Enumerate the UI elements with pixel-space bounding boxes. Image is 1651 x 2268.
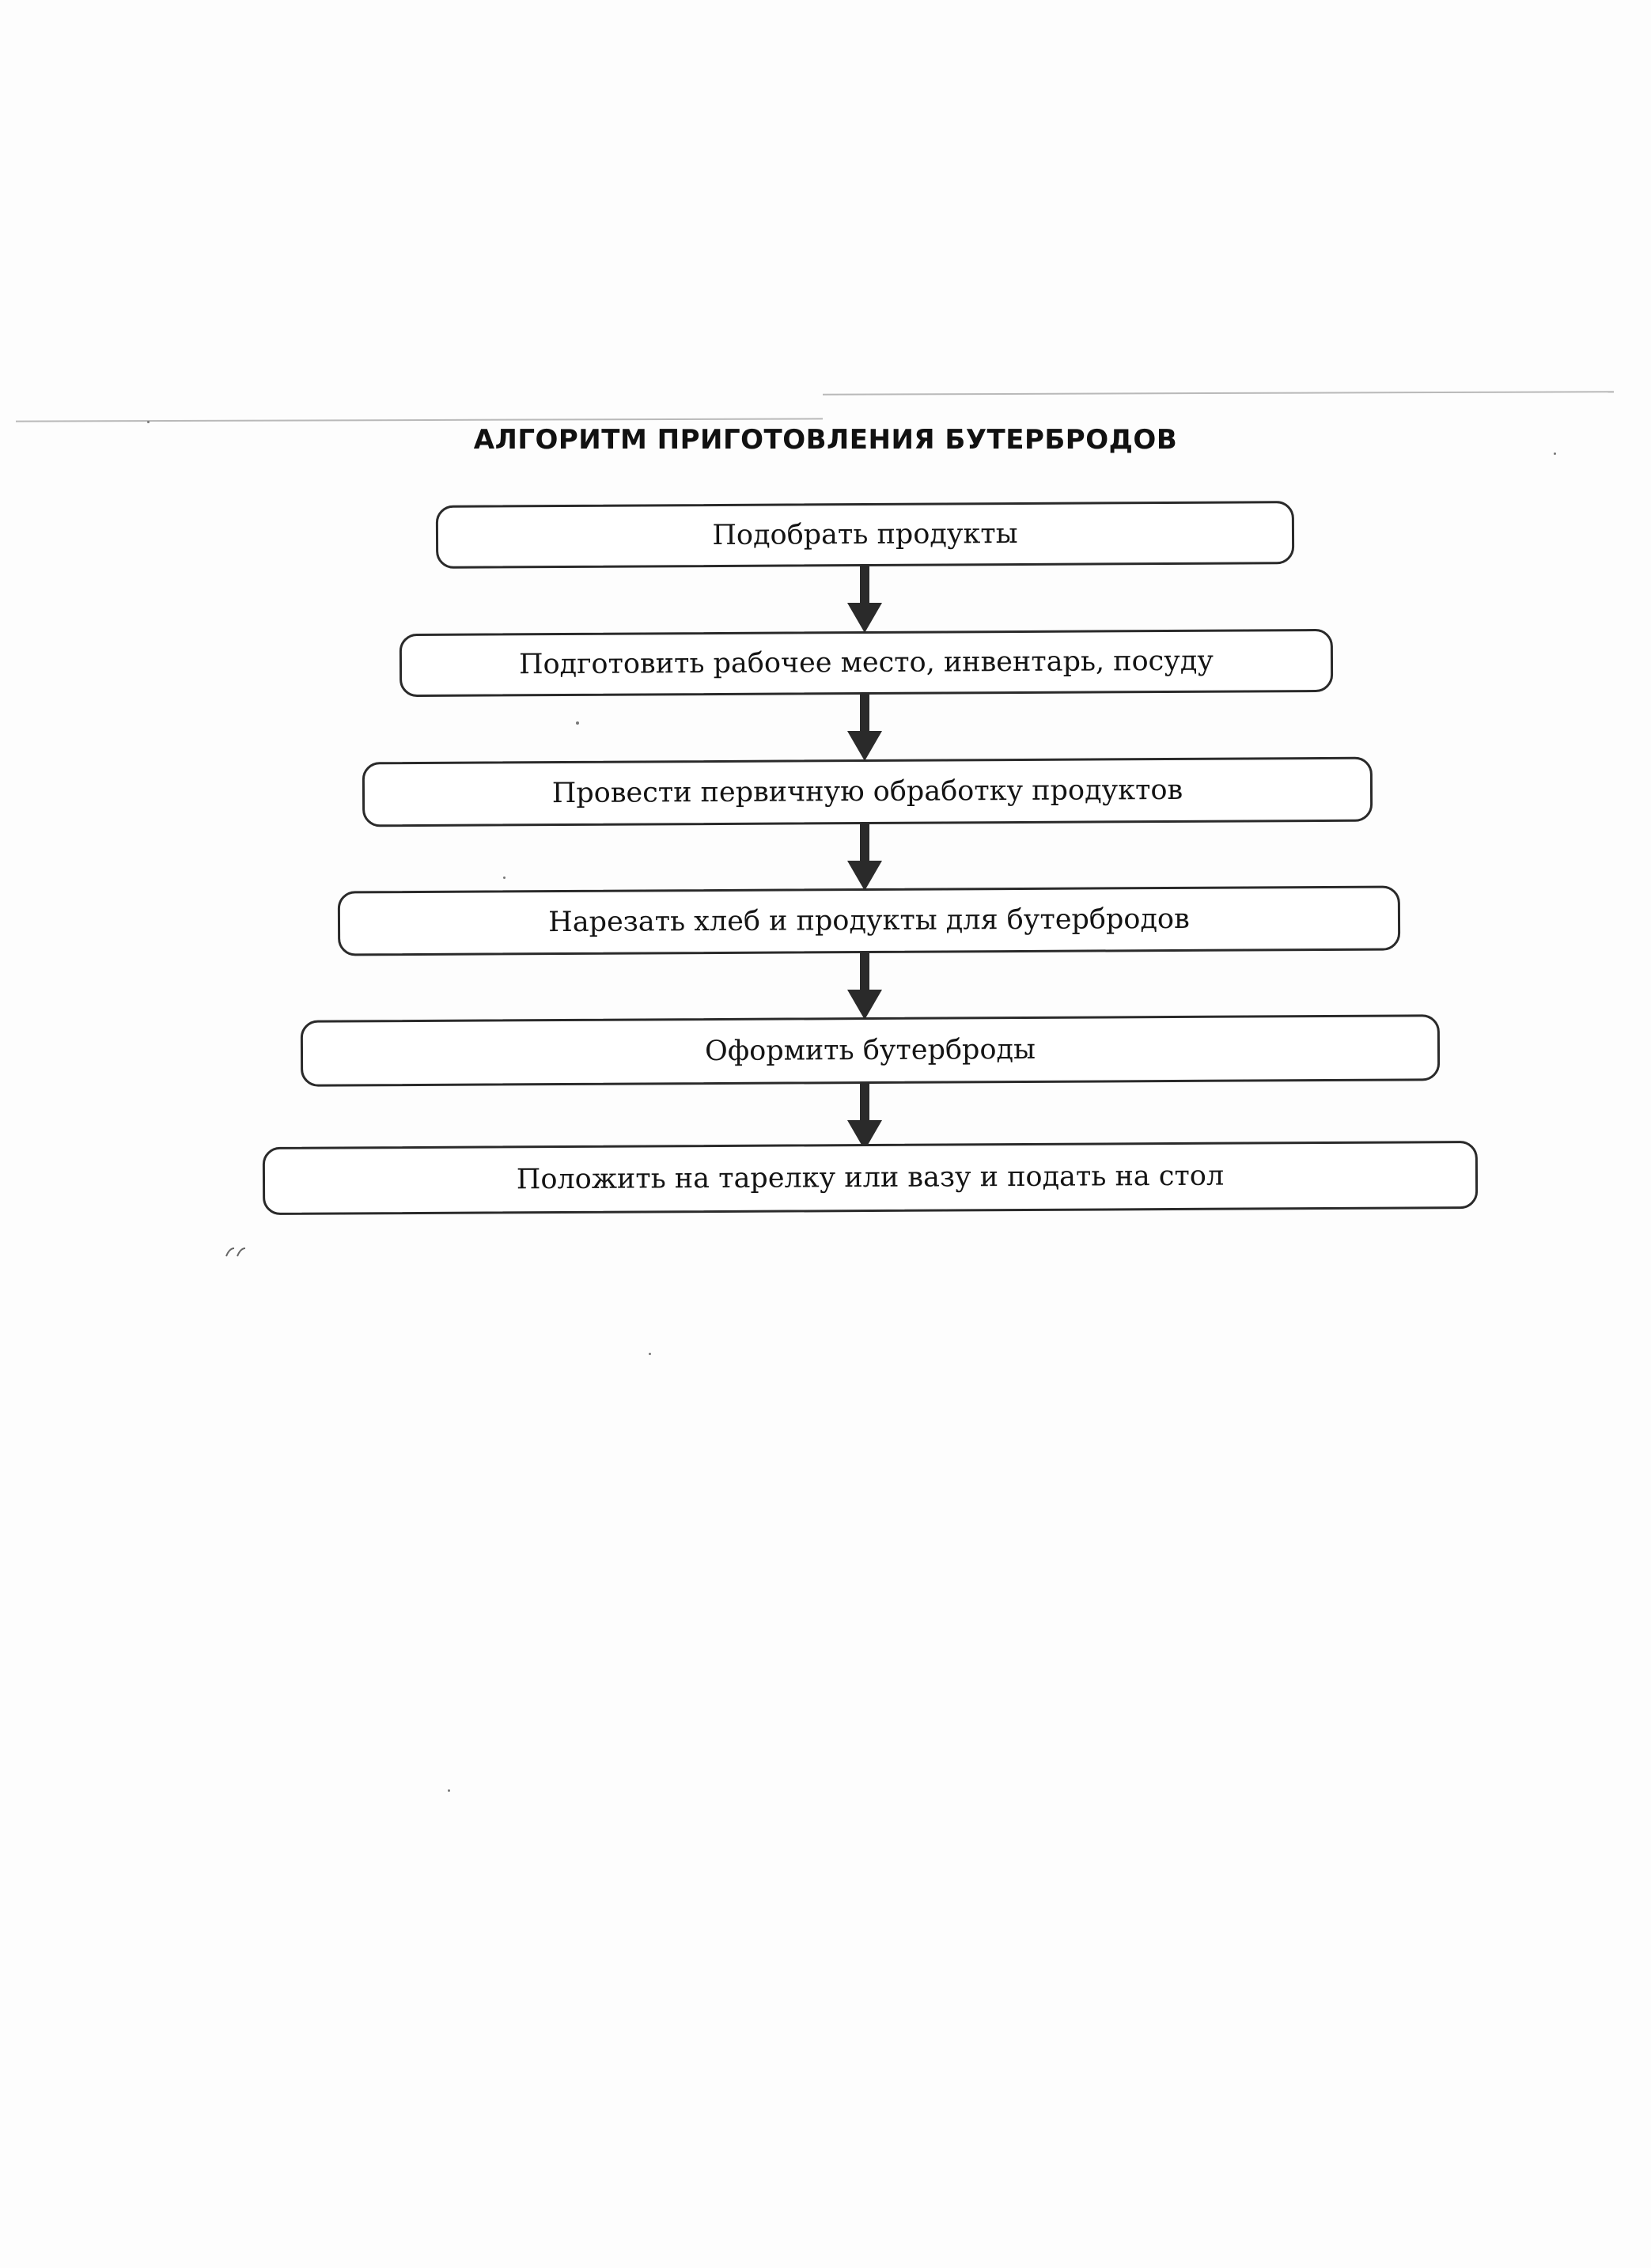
step-label: Оформить бутерброды bbox=[705, 1033, 1036, 1068]
down-arrow-icon bbox=[847, 953, 882, 1020]
step-label: Провести первичную обработку продуктов bbox=[551, 774, 1183, 810]
step-box-serve bbox=[263, 1141, 1478, 1215]
scan-mark bbox=[223, 1244, 255, 1259]
scan-speck bbox=[147, 421, 150, 423]
down-arrow-icon bbox=[847, 695, 882, 761]
step-box-primary-processing bbox=[362, 757, 1373, 827]
step-box-decorate-sandwiches bbox=[301, 1014, 1440, 1087]
page-divider-line bbox=[823, 391, 1614, 395]
page-divider-line bbox=[16, 418, 823, 422]
step-box-slice-bread bbox=[338, 885, 1400, 956]
scan-speck bbox=[503, 877, 506, 879]
step-box-select-products bbox=[436, 501, 1294, 569]
scan-speck bbox=[649, 1353, 651, 1355]
step-label: Подготовить рабочее место, инвентарь, посуду bbox=[518, 645, 1214, 681]
scan-speck bbox=[1554, 452, 1556, 455]
step-label: Положить на тарелку или вазу и подать на стол bbox=[516, 1160, 1225, 1196]
step-label: Подобрать продукты bbox=[712, 517, 1018, 552]
down-arrow-icon bbox=[847, 824, 882, 891]
scan-speck bbox=[448, 1789, 450, 1792]
step-label: Нарезать хлеб и продукты для бутербродов bbox=[548, 903, 1190, 939]
scan-speck bbox=[576, 721, 579, 725]
step-box-prepare-workplace bbox=[399, 629, 1333, 697]
down-arrow-icon bbox=[847, 566, 882, 633]
down-arrow-icon bbox=[847, 1084, 882, 1150]
diagram-title: АЛГОРИТМ ПРИГОТОВЛЕНИЯ БУТЕРБРОДОВ bbox=[473, 424, 1178, 456]
